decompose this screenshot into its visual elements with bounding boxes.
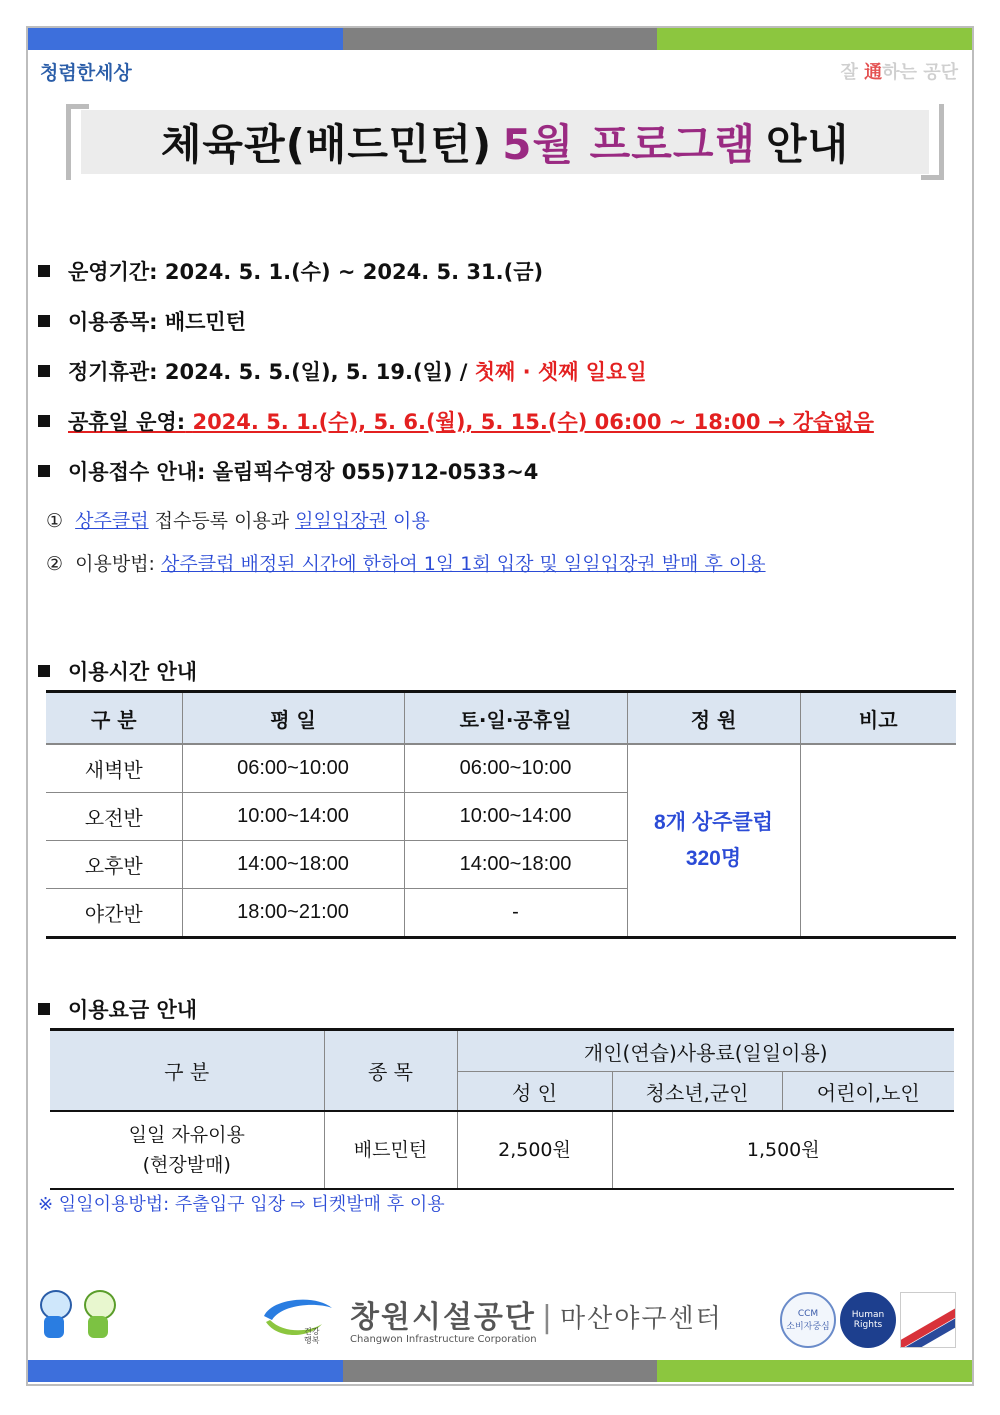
fees-header-category: 구 분 (50, 1030, 324, 1112)
mascots (36, 1290, 116, 1340)
fees-header-adult: 성 인 (457, 1072, 612, 1112)
header-capacity: 정 원 (627, 692, 800, 745)
fees-header-item: 종 목 (324, 1030, 457, 1112)
table-row: 새벽반 06:00~10:00 06:00~10:00 8개 상주클럽 320명 (46, 744, 956, 793)
capacity-cell: 8개 상주클럽 320명 (627, 744, 800, 938)
certification-badges (780, 1292, 956, 1348)
fees-adult-cell: 2,500원 (457, 1111, 612, 1189)
corporation-slogan-logo: 잘 通하는 공단 (840, 62, 958, 83)
center-name: 마산야구센터 (560, 1304, 723, 1334)
fees-header-youth: 청소년,군인 (612, 1072, 782, 1112)
reception-info: 이용접수 안내: 올림픽수영장 055)712-0533~4 (38, 456, 538, 486)
header-weekend: 토·일·공휴일 (404, 692, 627, 745)
holiday-operation: 공휴일 운영: 2024. 5. 1.(수), 5. 6.(월), 5. 15.(수) 06:00 ~ 18:00 → 강습없음 (38, 406, 874, 436)
fees-youth-child-cell: 1,500원 (612, 1111, 954, 1189)
fees-header-row (50, 1030, 954, 1072)
usage-note-1: ① 상주클럽 접수등록 이용과 일일입장권 이용 (46, 510, 430, 532)
table-row: 오후반 14:00~18:00 14:00~18:00 (46, 841, 956, 889)
fees-header-group: 개인(연습)사용료(일일이용) (457, 1030, 954, 1072)
svg-text:행복: 행복 (304, 1335, 320, 1344)
bullet-square-icon (38, 1003, 50, 1015)
schedule-header-row (46, 692, 956, 745)
bottom-color-bar (28, 1360, 972, 1382)
page-title: 체육관(배드민턴) 5월 프로그램 안내 (81, 110, 929, 174)
clean-world-logo: 청렴한세상 (40, 62, 132, 84)
table-row: 야간반 18:00~21:00 - (46, 889, 956, 938)
ccm-badge-icon: CCM 소비자중심 (780, 1292, 836, 1348)
table-row (50, 1111, 954, 1189)
sport-type: 이용종목: 배드민턴 (38, 306, 246, 336)
mascot-green-icon (80, 1290, 116, 1340)
regular-closure: 정기휴관: 2024. 5. 5.(일), 5. 19.(일) / 첫째 · 셋째 일요일 (38, 356, 647, 386)
corporation-logo: 건강 행복 창원시설공단 | 마산야구센터 Changwon Infrastructure Corporation (258, 1292, 723, 1345)
fees-item-cell: 배드민턴 (324, 1111, 457, 1189)
schedule-heading: 이용시간 안내 (38, 656, 197, 686)
bullet-square-icon (38, 315, 50, 327)
bullet-square-icon (38, 415, 50, 427)
fees-category-cell: 일일 자유이용 (현장발매) (50, 1111, 324, 1189)
bullet-square-icon (38, 365, 50, 377)
operation-period: 운영기간: 2024. 5. 1.(수) ~ 2024. 5. 31.(금) (38, 256, 543, 286)
top-color-bar (28, 28, 972, 50)
fees-header-child: 어린이,노인 (782, 1072, 954, 1112)
usage-note-2: ② 이용방법: 상주클럽 배정된 시간에 한하여 1일 1회 입장 및 일일입장권 발매 후 이용 (46, 553, 766, 575)
daily-usage-note: ※ 일일이용방법: 주출입구 입장 ⇨ 티켓발매 후 이용 (38, 1194, 445, 1215)
human-rights-badge-icon: Human Rights (840, 1292, 896, 1348)
header-weekday: 평 일 (182, 692, 404, 745)
svg-text:건강: 건강 (304, 1326, 320, 1336)
remarks-cell (800, 744, 956, 938)
org-english-name: Changwon Infrastructure Corporation (350, 1334, 537, 1345)
certification-flag-icon (900, 1292, 956, 1348)
bullet-square-icon (38, 665, 50, 677)
bullet-square-icon (38, 265, 50, 277)
bullet-square-icon (38, 465, 50, 477)
header-remarks: 비고 (800, 692, 956, 745)
fees-heading: 이용요금 안내 (38, 994, 197, 1024)
title-box (66, 104, 944, 180)
table-row: 오전반 10:00~14:00 10:00~14:00 (46, 793, 956, 841)
header-category: 구 분 (46, 692, 182, 745)
schedule-table (46, 690, 956, 939)
org-name: 창원시설공단 (350, 1300, 536, 1335)
swirl-logo-icon (258, 1294, 338, 1344)
mascot-blue-icon (36, 1290, 72, 1340)
fees-table (50, 1028, 954, 1190)
